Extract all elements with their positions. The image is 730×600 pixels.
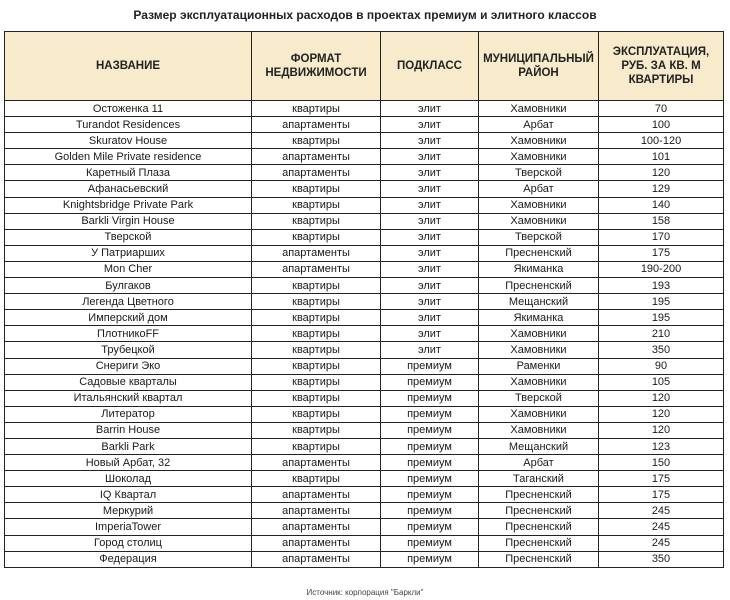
table-row (5, 278, 724, 294)
cell-subclass: элит (381, 261, 479, 277)
table-row (5, 117, 724, 133)
cell-name: Barkli Virgin House (5, 213, 252, 229)
cell-district: Пресненский (479, 487, 599, 503)
cell-cost: 158 (599, 213, 724, 229)
cell-subclass: элит (381, 165, 479, 181)
table-row (5, 294, 724, 310)
cell-name: Turandot Residences (5, 117, 252, 133)
header-cost: ЭКСПЛУАТАЦИЯ, РУБ. ЗА КВ. М КВАРТИРЫ (599, 32, 724, 101)
cell-format: апартаменты (252, 245, 381, 261)
cell-format: квартиры (252, 229, 381, 245)
cell-district: Хамовники (479, 422, 599, 438)
cell-cost: 190-200 (599, 261, 724, 277)
cell-district: Хамовники (479, 149, 599, 165)
cell-cost: 100-120 (599, 133, 724, 149)
cell-name: Skuratov House (5, 133, 252, 149)
table-title: Размер эксплуатационных расходов в проектах премиум и элитного классов (133, 8, 597, 22)
cell-subclass: элит (381, 133, 479, 149)
table-row (5, 406, 724, 422)
cell-name: Садовые кварталы (5, 374, 252, 390)
cell-district: Хамовники (479, 213, 599, 229)
table-row (5, 438, 724, 454)
cell-name: Barrin House (5, 422, 252, 438)
cell-name: У Патриарших (5, 245, 252, 261)
cell-name: ImperiaTower (5, 519, 252, 535)
cell-subclass: элит (381, 294, 479, 310)
cell-subclass: премиум (381, 471, 479, 487)
cell-district: Хамовники (479, 406, 599, 422)
cell-district: Арбат (479, 455, 599, 471)
cell-subclass: премиум (381, 390, 479, 406)
cell-format: квартиры (252, 294, 381, 310)
source-note: Источник: корпорация "Баркли" (306, 588, 424, 597)
table-row (5, 133, 724, 149)
cell-cost: 245 (599, 519, 724, 535)
cell-name: Снериги Эко (5, 358, 252, 374)
cell-name: Итальянский квартал (5, 390, 252, 406)
cell-district: Мещанский (479, 294, 599, 310)
cell-subclass: элит (381, 181, 479, 197)
cell-district: Тверской (479, 390, 599, 406)
cell-cost: 150 (599, 455, 724, 471)
cell-cost: 100 (599, 117, 724, 133)
cell-district: Хамовники (479, 342, 599, 358)
cell-subclass: элит (381, 117, 479, 133)
cell-district: Арбат (479, 181, 599, 197)
cell-subclass: элит (381, 213, 479, 229)
cell-subclass: премиум (381, 358, 479, 374)
cell-name: Федерация (5, 551, 252, 567)
cell-subclass: элит (381, 326, 479, 342)
cell-district: Раменки (479, 358, 599, 374)
table-row (5, 197, 724, 213)
cell-format: квартиры (252, 181, 381, 197)
table-row (5, 326, 724, 342)
cell-subclass: премиум (381, 374, 479, 390)
cell-format: квартиры (252, 358, 381, 374)
cell-format: квартиры (252, 422, 381, 438)
table-row (5, 519, 724, 535)
cell-format: квартиры (252, 406, 381, 422)
cell-format: квартиры (252, 326, 381, 342)
cell-name: Barkli Park (5, 438, 252, 454)
header-row (5, 32, 724, 101)
cell-district: Пресненский (479, 535, 599, 551)
cell-name: IQ Квартал (5, 487, 252, 503)
cell-cost: 245 (599, 503, 724, 519)
cell-subclass: элит (381, 149, 479, 165)
table-row (5, 261, 724, 277)
table-body (5, 101, 724, 568)
cell-subclass: элит (381, 197, 479, 213)
cell-format: квартиры (252, 390, 381, 406)
cell-name: Golden Mile Private residence (5, 149, 252, 165)
cell-cost: 120 (599, 406, 724, 422)
cell-format: апартаменты (252, 503, 381, 519)
table-row (5, 342, 724, 358)
cell-name: Knightsbridge Private Park (5, 197, 252, 213)
cell-name: Имперский дом (5, 310, 252, 326)
table-row (5, 535, 724, 551)
cell-subclass: премиум (381, 422, 479, 438)
cell-format: квартиры (252, 133, 381, 149)
cell-subclass: премиум (381, 487, 479, 503)
cell-district: Пресненский (479, 503, 599, 519)
cell-cost: 350 (599, 342, 724, 358)
cell-format: апартаменты (252, 535, 381, 551)
cell-format: квартиры (252, 213, 381, 229)
header-format: ФОРМАТ НЕДВИЖИМОСТИ (252, 32, 381, 101)
cell-subclass: элит (381, 310, 479, 326)
cell-subclass: премиум (381, 406, 479, 422)
cell-cost: 140 (599, 197, 724, 213)
cell-subclass: премиум (381, 503, 479, 519)
table-row (5, 229, 724, 245)
cell-format: апартаменты (252, 261, 381, 277)
cell-cost: 120 (599, 390, 724, 406)
table-row (5, 503, 724, 519)
header-name: НАЗВАНИЕ (5, 32, 252, 101)
cell-name: Город столиц (5, 535, 252, 551)
cell-format: квартиры (252, 197, 381, 213)
cell-cost: 123 (599, 438, 724, 454)
cell-subclass: элит (381, 101, 479, 117)
table-row (5, 487, 724, 503)
cell-district: Арбат (479, 117, 599, 133)
operating-costs-table (4, 31, 724, 568)
table-row (5, 149, 724, 165)
cell-cost: 175 (599, 245, 724, 261)
table-row (5, 181, 724, 197)
cell-format: квартиры (252, 374, 381, 390)
cell-cost: 101 (599, 149, 724, 165)
cell-district: Хамовники (479, 326, 599, 342)
cell-district: Пресненский (479, 278, 599, 294)
cell-subclass: элит (381, 342, 479, 358)
cell-cost: 175 (599, 471, 724, 487)
cell-subclass: премиум (381, 535, 479, 551)
cell-format: апартаменты (252, 149, 381, 165)
table-row (5, 390, 724, 406)
cell-subclass: премиум (381, 455, 479, 471)
cell-cost: 170 (599, 229, 724, 245)
cell-cost: 245 (599, 535, 724, 551)
cell-cost: 90 (599, 358, 724, 374)
cell-subclass: премиум (381, 438, 479, 454)
cell-name: Тверской (5, 229, 252, 245)
cell-format: апартаменты (252, 519, 381, 535)
cell-cost: 105 (599, 374, 724, 390)
cell-name: Трубецкой (5, 342, 252, 358)
cell-format: квартиры (252, 310, 381, 326)
cell-cost: 195 (599, 294, 724, 310)
cell-name: Меркурий (5, 503, 252, 519)
cell-format: апартаменты (252, 455, 381, 471)
cell-name: Литератор (5, 406, 252, 422)
cell-district: Хамовники (479, 197, 599, 213)
cell-cost: 129 (599, 181, 724, 197)
cell-format: квартиры (252, 438, 381, 454)
cell-district: Тверской (479, 165, 599, 181)
cell-format: апартаменты (252, 117, 381, 133)
cell-name: Шоколад (5, 471, 252, 487)
table-row (5, 358, 724, 374)
cell-format: апартаменты (252, 487, 381, 503)
cell-name: ПлотникоFF (5, 326, 252, 342)
table-row (5, 422, 724, 438)
cell-cost: 175 (599, 487, 724, 503)
cell-district: Пресненский (479, 551, 599, 567)
cell-format: квартиры (252, 278, 381, 294)
cell-format: апартаменты (252, 165, 381, 181)
header-district: МУНИЦИПАЛЬНЫЙ РАЙОН (479, 32, 599, 101)
table-row (5, 245, 724, 261)
cell-district: Хамовники (479, 374, 599, 390)
cell-name: Новый Арбат, 32 (5, 455, 252, 471)
cell-cost: 195 (599, 310, 724, 326)
table-row (5, 551, 724, 567)
cell-district: Тверской (479, 229, 599, 245)
table-row (5, 165, 724, 181)
cell-format: апартаменты (252, 551, 381, 567)
cell-name: Mon Cher (5, 261, 252, 277)
cell-name: Легенда Цветного (5, 294, 252, 310)
cell-cost: 120 (599, 165, 724, 181)
cell-name: Каретный Плаза (5, 165, 252, 181)
table-row (5, 374, 724, 390)
cell-cost: 350 (599, 551, 724, 567)
cell-name: Афанасьевский (5, 181, 252, 197)
cell-cost: 70 (599, 101, 724, 117)
cell-district: Якиманка (479, 261, 599, 277)
table-row (5, 101, 724, 117)
cell-subclass: премиум (381, 551, 479, 567)
cell-cost: 210 (599, 326, 724, 342)
table-row (5, 310, 724, 326)
cell-district: Хамовники (479, 133, 599, 149)
table-row (5, 455, 724, 471)
cell-district: Мещанский (479, 438, 599, 454)
cell-district: Якиманка (479, 310, 599, 326)
cell-format: квартиры (252, 342, 381, 358)
cell-name: Остоженка 11 (5, 101, 252, 117)
cell-cost: 120 (599, 422, 724, 438)
cell-subclass: премиум (381, 519, 479, 535)
table-row (5, 213, 724, 229)
cell-district: Пресненский (479, 245, 599, 261)
cell-format: квартиры (252, 101, 381, 117)
cell-format: квартиры (252, 471, 381, 487)
cell-district: Хамовники (479, 101, 599, 117)
table-row (5, 471, 724, 487)
cell-subclass: элит (381, 278, 479, 294)
cell-subclass: элит (381, 229, 479, 245)
header-subclass: ПОДКЛАСС (381, 32, 479, 101)
cell-subclass: элит (381, 245, 479, 261)
cell-district: Пресненский (479, 519, 599, 535)
cell-name: Булгаков (5, 278, 252, 294)
cell-district: Таганский (479, 471, 599, 487)
cell-cost: 193 (599, 278, 724, 294)
